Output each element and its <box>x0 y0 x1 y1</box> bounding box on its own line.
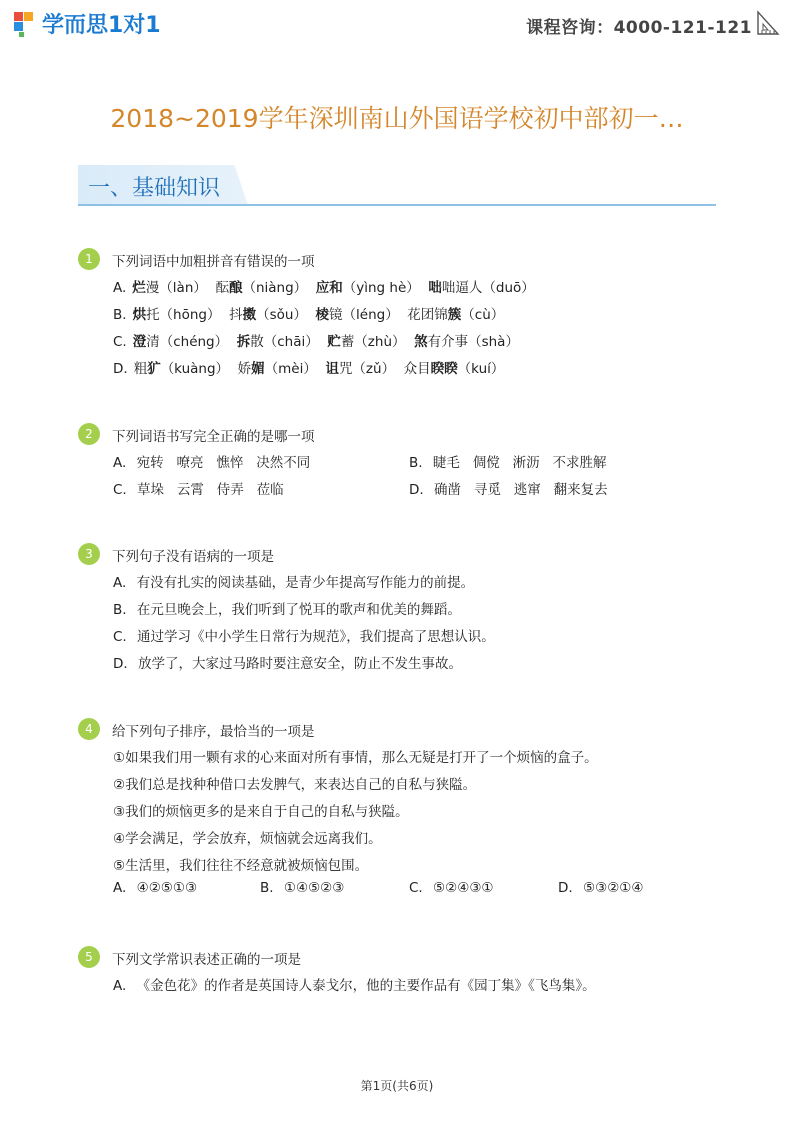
option-letter: D. <box>113 361 128 377</box>
option-text: 咒（zǔ） 众目 <box>338 361 431 377</box>
ruler-icon <box>756 10 780 36</box>
option-text: 草垛 云霄 侍弄 莅临 <box>137 482 284 498</box>
option-text: （kuí） <box>457 361 505 377</box>
bold-word: 睽睽 <box>430 361 458 377</box>
question-stem: 下列句子没有语病的一项是 <box>112 549 274 565</box>
option-text: 睫毛 倜傥 淅沥 不求胜解 <box>432 455 607 471</box>
option-text: （sǒu） <box>256 307 316 323</box>
question-stem: 下列文学常识表述正确的一项是 <box>112 952 301 968</box>
option-letter: A. <box>113 575 127 591</box>
bold-word: 簇 <box>447 307 462 323</box>
option-b[interactable] <box>113 598 461 618</box>
option-letter: C. <box>113 629 127 645</box>
bold-word: 擞 <box>242 307 257 323</box>
option-b[interactable] <box>409 451 606 471</box>
option-c[interactable] <box>113 478 284 498</box>
question-stem: 给下列句子排序，最恰当的一项是 <box>112 724 315 740</box>
option-text: （yìng hè） <box>342 280 429 296</box>
page-header <box>0 0 794 46</box>
section-header <box>78 165 716 207</box>
question-number-badge: 4 <box>78 718 100 740</box>
section-title: 一、基础知识 <box>88 176 221 201</box>
sentence-4: ④学会满足，学会放弃，烦恼就会远离我们。 <box>113 831 382 847</box>
brand-logo <box>14 8 161 39</box>
option-letter: D. <box>558 880 573 896</box>
option-d[interactable] <box>558 880 644 896</box>
option-text: ①④⑤②③ <box>283 880 345 896</box>
sentence-5: ⑤生活里，我们往往不经意就被烦恼包围。 <box>113 858 369 874</box>
option-a[interactable] <box>113 571 474 591</box>
question-number-badge: 1 <box>78 248 100 270</box>
bold-word: 酿 <box>228 280 243 296</box>
option-text: 蓄（zhù） <box>340 334 415 350</box>
bold-word: 澄 <box>132 334 147 350</box>
option-letter: A. <box>113 880 127 896</box>
option-d[interactable] <box>113 652 462 672</box>
option-letter: B. <box>113 307 127 323</box>
option-text: 散（chāi） <box>250 334 328 350</box>
option-text: 在元旦晚会上，我们听到了悦耳的歌声和优美的舞蹈。 <box>136 602 461 618</box>
logo-text: 学而思1对1 <box>42 13 161 38</box>
option-text: 托（hōng） 抖 <box>146 307 243 323</box>
bold-word: 棱 <box>315 307 330 323</box>
option-letter: D. <box>113 656 128 672</box>
option-text: ⑤②④③① <box>433 880 494 896</box>
bold-word: 贮 <box>327 334 341 350</box>
bold-word: 烂 <box>132 280 146 296</box>
option-letter: B. <box>260 880 274 896</box>
option-text: （cù） <box>461 307 505 323</box>
option-text: 宛转 嘹亮 憔悴 决然不同 <box>136 455 311 471</box>
option-b[interactable] <box>260 880 344 896</box>
option-c[interactable] <box>409 880 494 896</box>
question-number-badge: 2 <box>78 423 100 445</box>
option-letter: B. <box>113 602 127 618</box>
option-text: 清（chéng） <box>146 334 237 350</box>
option-letter: C. <box>409 880 423 896</box>
option-letter: C. <box>113 334 127 350</box>
bold-word: 媚 <box>251 361 265 377</box>
logo-icon <box>14 12 36 36</box>
option-text: 有介事（shà） <box>427 334 519 350</box>
question-number-badge: 5 <box>78 946 100 968</box>
option-text: 有没有扎实的阅读基础，是青少年提高写作能力的前提。 <box>136 575 475 591</box>
option-d[interactable] <box>113 357 504 377</box>
option-text: （kuàng） 娇 <box>160 361 252 377</box>
option-text: （niàng） <box>242 280 316 296</box>
sentence-2: ②我们总是找种种借口去发脾气，来表达自己的自私与狭隘。 <box>113 777 477 793</box>
option-text: 确凿 寻觅 逃窜 翻来复去 <box>433 482 608 498</box>
option-a[interactable] <box>113 880 197 896</box>
option-letter: B. <box>409 455 423 471</box>
bold-word: 拆 <box>236 334 251 350</box>
option-text: ④②⑤①③ <box>136 880 198 896</box>
section-divider <box>78 204 716 206</box>
option-text: 镜（léng） 花团锦 <box>329 307 448 323</box>
option-c[interactable] <box>113 330 519 350</box>
option-a[interactable] <box>113 974 596 994</box>
option-d[interactable] <box>409 478 608 498</box>
page-number: 第1页(共6页) <box>360 1079 434 1093</box>
option-text: 粗 <box>133 361 148 377</box>
option-text: 漫（làn） 酝 <box>145 280 229 296</box>
option-a[interactable] <box>113 451 310 471</box>
sentence-3: ③我们的烦恼更多的是来自于自己的自私与狭隘。 <box>113 804 409 820</box>
question-number-badge: 3 <box>78 543 100 565</box>
question-stem: 下列词语中加粗拼音有错误的一项 <box>112 254 315 270</box>
bold-word: 犷 <box>147 361 161 377</box>
option-text: （mèi） <box>264 361 326 377</box>
bold-word: 烘 <box>132 307 147 323</box>
option-c[interactable] <box>113 625 495 645</box>
option-letter: A. <box>113 455 127 471</box>
option-letter: C. <box>113 482 127 498</box>
option-text: 咄逼人（duō） <box>441 280 535 296</box>
sentence-1: ①如果我们用一颗有求的心来面对所有事情，那么无疑是打开了一个烦恼的盒子。 <box>113 750 598 766</box>
bold-word: 煞 <box>414 334 428 350</box>
option-text: 放学了，大家过马路时要注意安全，防止不发生事故。 <box>137 656 462 672</box>
option-text: 通过学习《中小学生日常行为规范》，我们提高了思想认识。 <box>137 629 495 645</box>
option-letter: D. <box>409 482 424 498</box>
option-a[interactable] <box>113 276 535 296</box>
option-b[interactable] <box>113 303 504 323</box>
bold-word: 咄 <box>428 280 442 296</box>
bold-word: 诅 <box>325 361 339 377</box>
document-title: 2018~2019学年深圳南山外国语学校初中部初一… <box>110 104 684 133</box>
option-letter: A. <box>113 280 127 296</box>
bold-word: 应和 <box>315 280 343 296</box>
option-text: 《金色花》的作者是英国诗人泰戈尔，他的主要作品有《园丁集》《飞鸟集》。 <box>136 978 596 994</box>
option-letter: A. <box>113 978 127 994</box>
question-stem: 下列词语书写完全正确的是哪一项 <box>112 429 315 445</box>
hotline-text: 课程咨询：4000-121-121 <box>526 18 752 38</box>
option-text: ⑤③②①④ <box>582 880 644 896</box>
